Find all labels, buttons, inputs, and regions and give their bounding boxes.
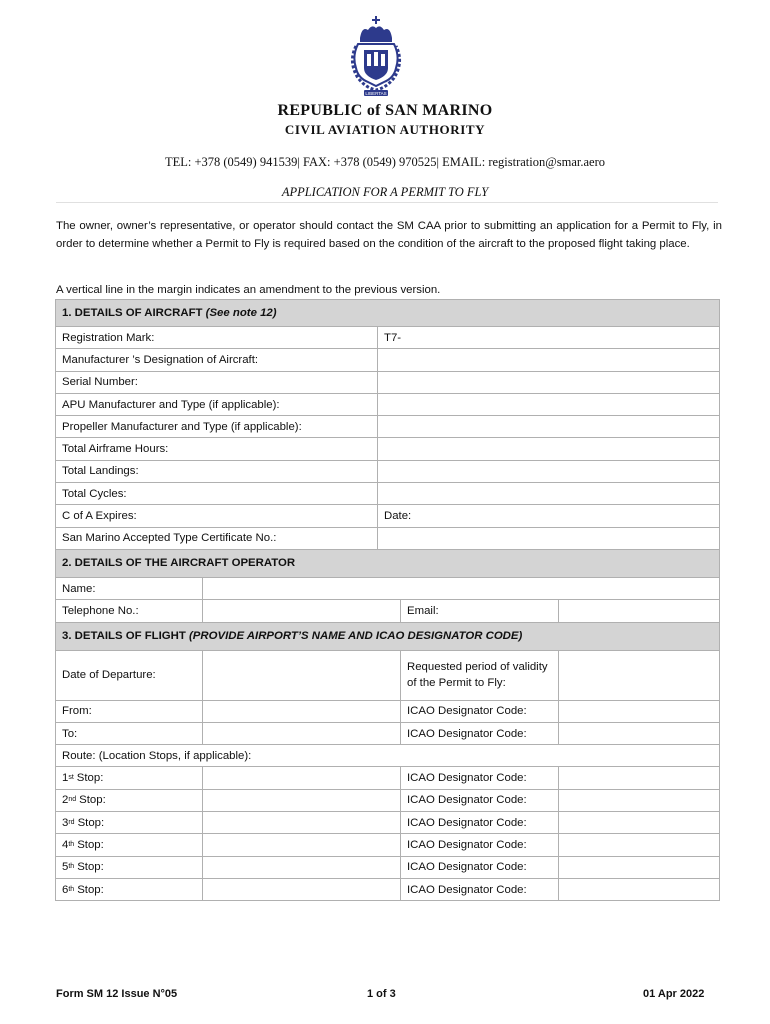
aircraft-detail-label: Propeller Manufacturer and Type (if applicable): (62, 420, 302, 433)
aircraft-detail-row (55, 416, 720, 438)
stop-label: 3 rd Stop: (62, 816, 105, 829)
telephone-field[interactable] (202, 600, 400, 621)
validity-field[interactable] (558, 651, 719, 700)
aircraft-detail-label: San Marino Accepted Type Certificate No.: (62, 532, 277, 545)
stop-location-field[interactable] (202, 767, 400, 788)
stop-number: 5 (62, 861, 69, 874)
section-1-header (55, 299, 720, 327)
section-1-note: (See note 12) (205, 307, 277, 319)
stop-number: 4 (62, 838, 69, 851)
stop-location-field[interactable] (202, 879, 400, 900)
departure-date-field[interactable] (202, 651, 400, 700)
crest-motto: LIBERTAS (365, 91, 387, 96)
email-label: Email: (400, 600, 558, 621)
stop-word: Stop: (77, 883, 104, 896)
section-2-title: 2. DETAILS OF THE AIRCRAFT OPERATOR (62, 557, 296, 570)
aircraft-detail-label: APU Manufacturer and Type (if applicable): (62, 398, 280, 411)
aircraft-detail-field[interactable]: Date: (377, 505, 719, 526)
aircraft-detail-row (55, 505, 720, 527)
from-icao-field[interactable] (558, 701, 719, 722)
footer-form-id: Form SM 12 Issue N°05 (56, 988, 178, 1000)
aircraft-detail-row (55, 438, 720, 460)
route-stop-row (55, 834, 720, 856)
route-stop-row (55, 790, 720, 812)
stop-location-field[interactable] (202, 790, 400, 811)
amendment-note: A vertical line in the margin indicates an amendment to the previous version. (56, 284, 441, 296)
application-form (55, 299, 720, 901)
aircraft-detail-field[interactable] (377, 349, 719, 370)
to-row (55, 723, 720, 745)
route-stop-row (55, 812, 720, 834)
stop-word: Stop: (77, 816, 105, 829)
stop-location-field[interactable] (202, 834, 400, 855)
aircraft-detail-field[interactable] (377, 461, 719, 482)
stop-icao-label: ICAO Designator Code: (400, 767, 558, 788)
operator-name-label: Name: (62, 582, 96, 595)
section-3-title: 3. DETAILS OF FLIGHT (62, 630, 186, 643)
stop-word: Stop: (76, 772, 104, 785)
stop-icao-field[interactable] (558, 812, 719, 833)
stop-label: 2 nd Stop: (62, 794, 106, 807)
aircraft-detail-label: Total Airframe Hours: (62, 443, 169, 456)
aircraft-detail-field[interactable] (377, 528, 719, 549)
operator-contact-row (55, 600, 720, 622)
aircraft-detail-row (55, 461, 720, 483)
departure-row (55, 651, 720, 701)
aircraft-detail-label: Serial Number: (62, 376, 138, 389)
section-3-note: (PROVIDE AIRPORT’S NAME AND ICAO DESIGNATOR CODE) (189, 630, 523, 643)
from-field[interactable] (202, 701, 400, 722)
email-field[interactable] (558, 600, 719, 621)
aircraft-detail-field[interactable] (377, 372, 719, 393)
to-field[interactable] (202, 723, 400, 744)
intro-paragraph: The owner, owner’s representative, or operator should contact the SM CAA prior to submitting an application for a Permit to Fly, in order to determine whether a Permit to Fly is required based on the condition of the aircraft to the proposed flight taking place. (56, 220, 722, 250)
stop-location-field[interactable] (202, 857, 400, 878)
stop-icao-field[interactable] (558, 879, 719, 900)
stop-icao-label: ICAO Designator Code: (400, 879, 558, 900)
aircraft-detail-field[interactable] (377, 394, 719, 415)
aircraft-detail-field[interactable] (377, 438, 719, 459)
aircraft-detail-label: C of A Expires: (62, 510, 137, 523)
aircraft-detail-label: Manufacturer ’s Designation of Aircraft: (62, 353, 259, 366)
route-stop-row (55, 767, 720, 789)
footer-date: 01 Apr 2022 (643, 988, 705, 1000)
section-1-title: 1. DETAILS OF AIRCRAFT (62, 307, 203, 319)
from-label: From: (62, 705, 92, 718)
footer-page-number: 1 of 3 (367, 988, 396, 1000)
form-title: APPLICATION FOR A PERMIT TO FLY (281, 185, 489, 199)
republic-title: REPUBLIC of SAN MARINO (277, 102, 493, 119)
aircraft-detail-label: Total Cycles: (62, 487, 127, 500)
stop-label: 1 st Stop: (62, 772, 104, 785)
stop-icao-field[interactable] (558, 767, 719, 788)
stop-number: 6 (62, 883, 69, 896)
telephone-label: Telephone No.: (62, 604, 139, 617)
aircraft-detail-row (55, 483, 720, 505)
stop-icao-label: ICAO Designator Code: (400, 790, 558, 811)
san-marino-crest-icon (348, 16, 404, 100)
stop-icao-field[interactable] (558, 857, 719, 878)
stop-label: 5 th Stop: (62, 861, 104, 874)
contact-line: TEL: +378 (0549) 941539| FAX: +378 (0549) 970525| EMAIL: registration@smar.aero (164, 155, 606, 169)
aircraft-detail-row (55, 327, 720, 349)
route-stop-row (55, 857, 720, 879)
aircraft-detail-label: Registration Mark: (62, 331, 155, 344)
stop-word: Stop: (77, 838, 104, 851)
aircraft-detail-field[interactable] (377, 416, 719, 437)
stop-number: 3 (62, 816, 69, 829)
route-label: Route: (Location Stops, if applicable): (62, 749, 252, 762)
operator-name-row (55, 578, 720, 600)
route-stop-row (55, 879, 720, 901)
aircraft-detail-row (55, 394, 720, 416)
stop-number: 2 (62, 794, 69, 807)
operator-name-field[interactable] (202, 578, 719, 599)
stop-icao-field[interactable] (558, 790, 719, 811)
aircraft-detail-field[interactable]: T7- (377, 327, 719, 348)
stop-icao-label: ICAO Designator Code: (400, 857, 558, 878)
aircraft-detail-row (55, 372, 720, 394)
from-row (55, 701, 720, 723)
stop-label: 4 th Stop: (62, 838, 104, 851)
stop-icao-field[interactable] (558, 834, 719, 855)
stop-word: Stop: (79, 794, 106, 807)
to-icao-field[interactable] (558, 723, 719, 744)
to-label: To: (62, 727, 78, 740)
route-row (55, 745, 720, 767)
section-3-header (55, 623, 720, 651)
stop-icao-label: ICAO Designator Code: (400, 812, 558, 833)
aircraft-detail-row (55, 528, 720, 550)
stop-word: Stop: (77, 861, 104, 874)
aircraft-detail-field[interactable] (377, 483, 719, 504)
validity-label: Requested period of validity of the Permit to Fly: (400, 651, 558, 700)
stop-icao-label: ICAO Designator Code: (400, 834, 558, 855)
stop-location-field[interactable] (202, 812, 400, 833)
stop-label: 6 th Stop: (62, 883, 104, 896)
aircraft-detail-label: Total Landings: (62, 465, 139, 478)
to-icao-label: ICAO Designator Code: (400, 723, 558, 744)
stop-number: 1 (62, 772, 69, 785)
from-icao-label: ICAO Designator Code: (400, 701, 558, 722)
departure-label: Date of Departure: (62, 669, 156, 682)
aircraft-detail-row (55, 349, 720, 371)
section-2-header (55, 550, 720, 578)
divider (56, 202, 718, 203)
authority-subtitle: CIVIL AVIATION AUTHORITY (284, 122, 486, 137)
